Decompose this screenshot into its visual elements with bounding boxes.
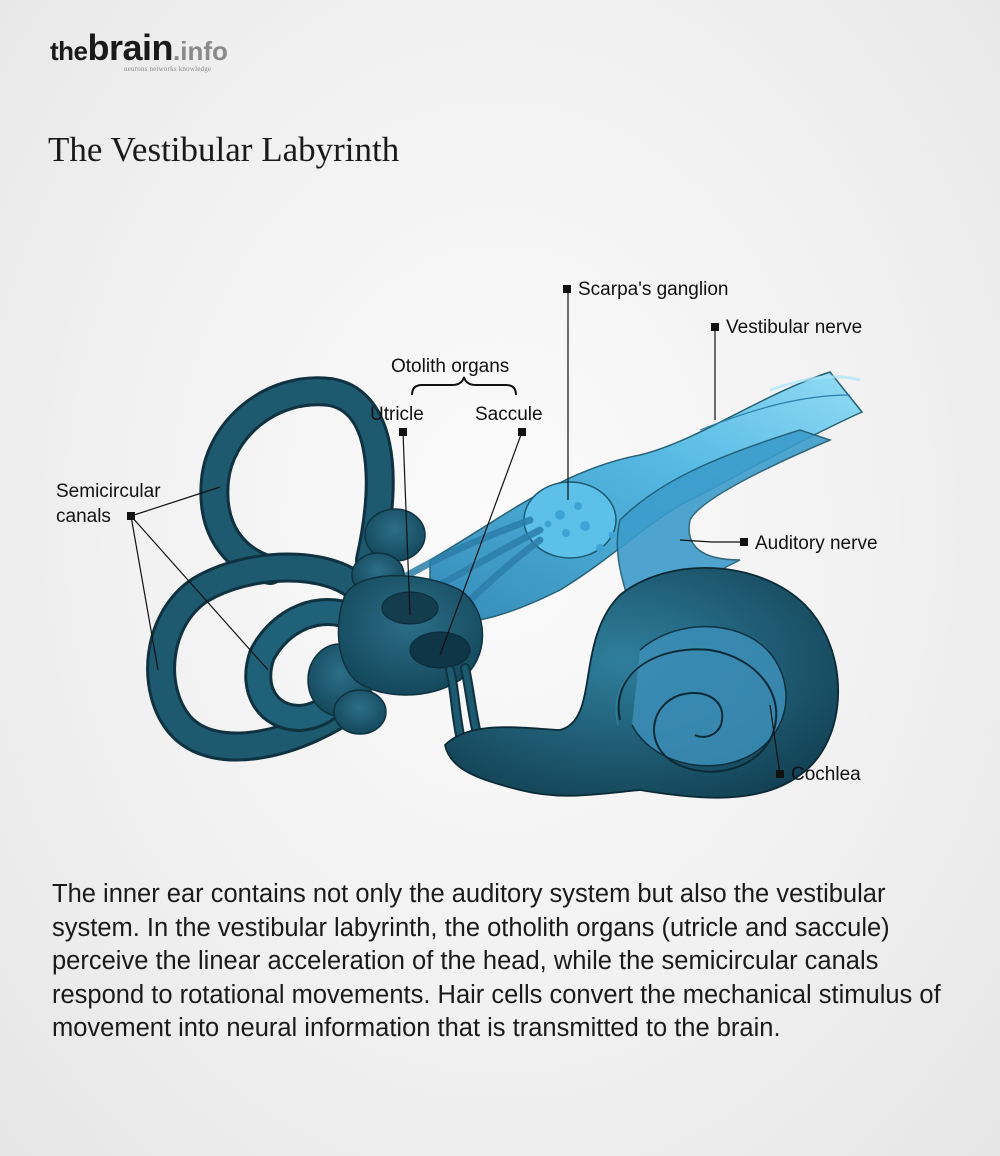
label-cochlea: Cochlea	[791, 764, 861, 785]
logo-tagline: neurons networks knowledge	[124, 65, 212, 73]
logo[interactable]	[50, 27, 228, 73]
label-scarpas-ganglion: Scarpa's ganglion	[578, 279, 729, 300]
label-semicircular: Semicircular	[56, 481, 161, 502]
label-canals: canals	[56, 506, 111, 527]
page-title: The Vestibular Labyrinth	[48, 130, 400, 169]
logo-brain-text: brain	[87, 27, 174, 68]
logo-info-text: .info	[173, 36, 228, 66]
label-vestibular-nerve: Vestibular nerve	[726, 317, 863, 338]
otolith-brace	[412, 377, 516, 395]
logo-the-text: the	[50, 36, 88, 66]
scarpas-ganglion-shape	[524, 482, 616, 558]
caption-text: The inner ear contains not only the auditory system but also the vestibular system. In the vestibular labyrinth, the otholith organs (utricle and saccule) perceive the linear acceleration of the head, while the semicircular canals respond to rotational movements. Hair cells convert the mechanical stimulus of movement into neural information that is transmitted to the brain.	[52, 880, 941, 1042]
vestibular-labyrinth-diagram	[0, 230, 1000, 840]
saccule-shape	[410, 632, 470, 668]
label-auditory-nerve: Auditory nerve	[755, 533, 878, 554]
label-saccule: Saccule	[475, 404, 543, 425]
label-utricle: Utricle	[370, 404, 424, 425]
label-otolith-organs: Otolith organs	[391, 356, 510, 377]
